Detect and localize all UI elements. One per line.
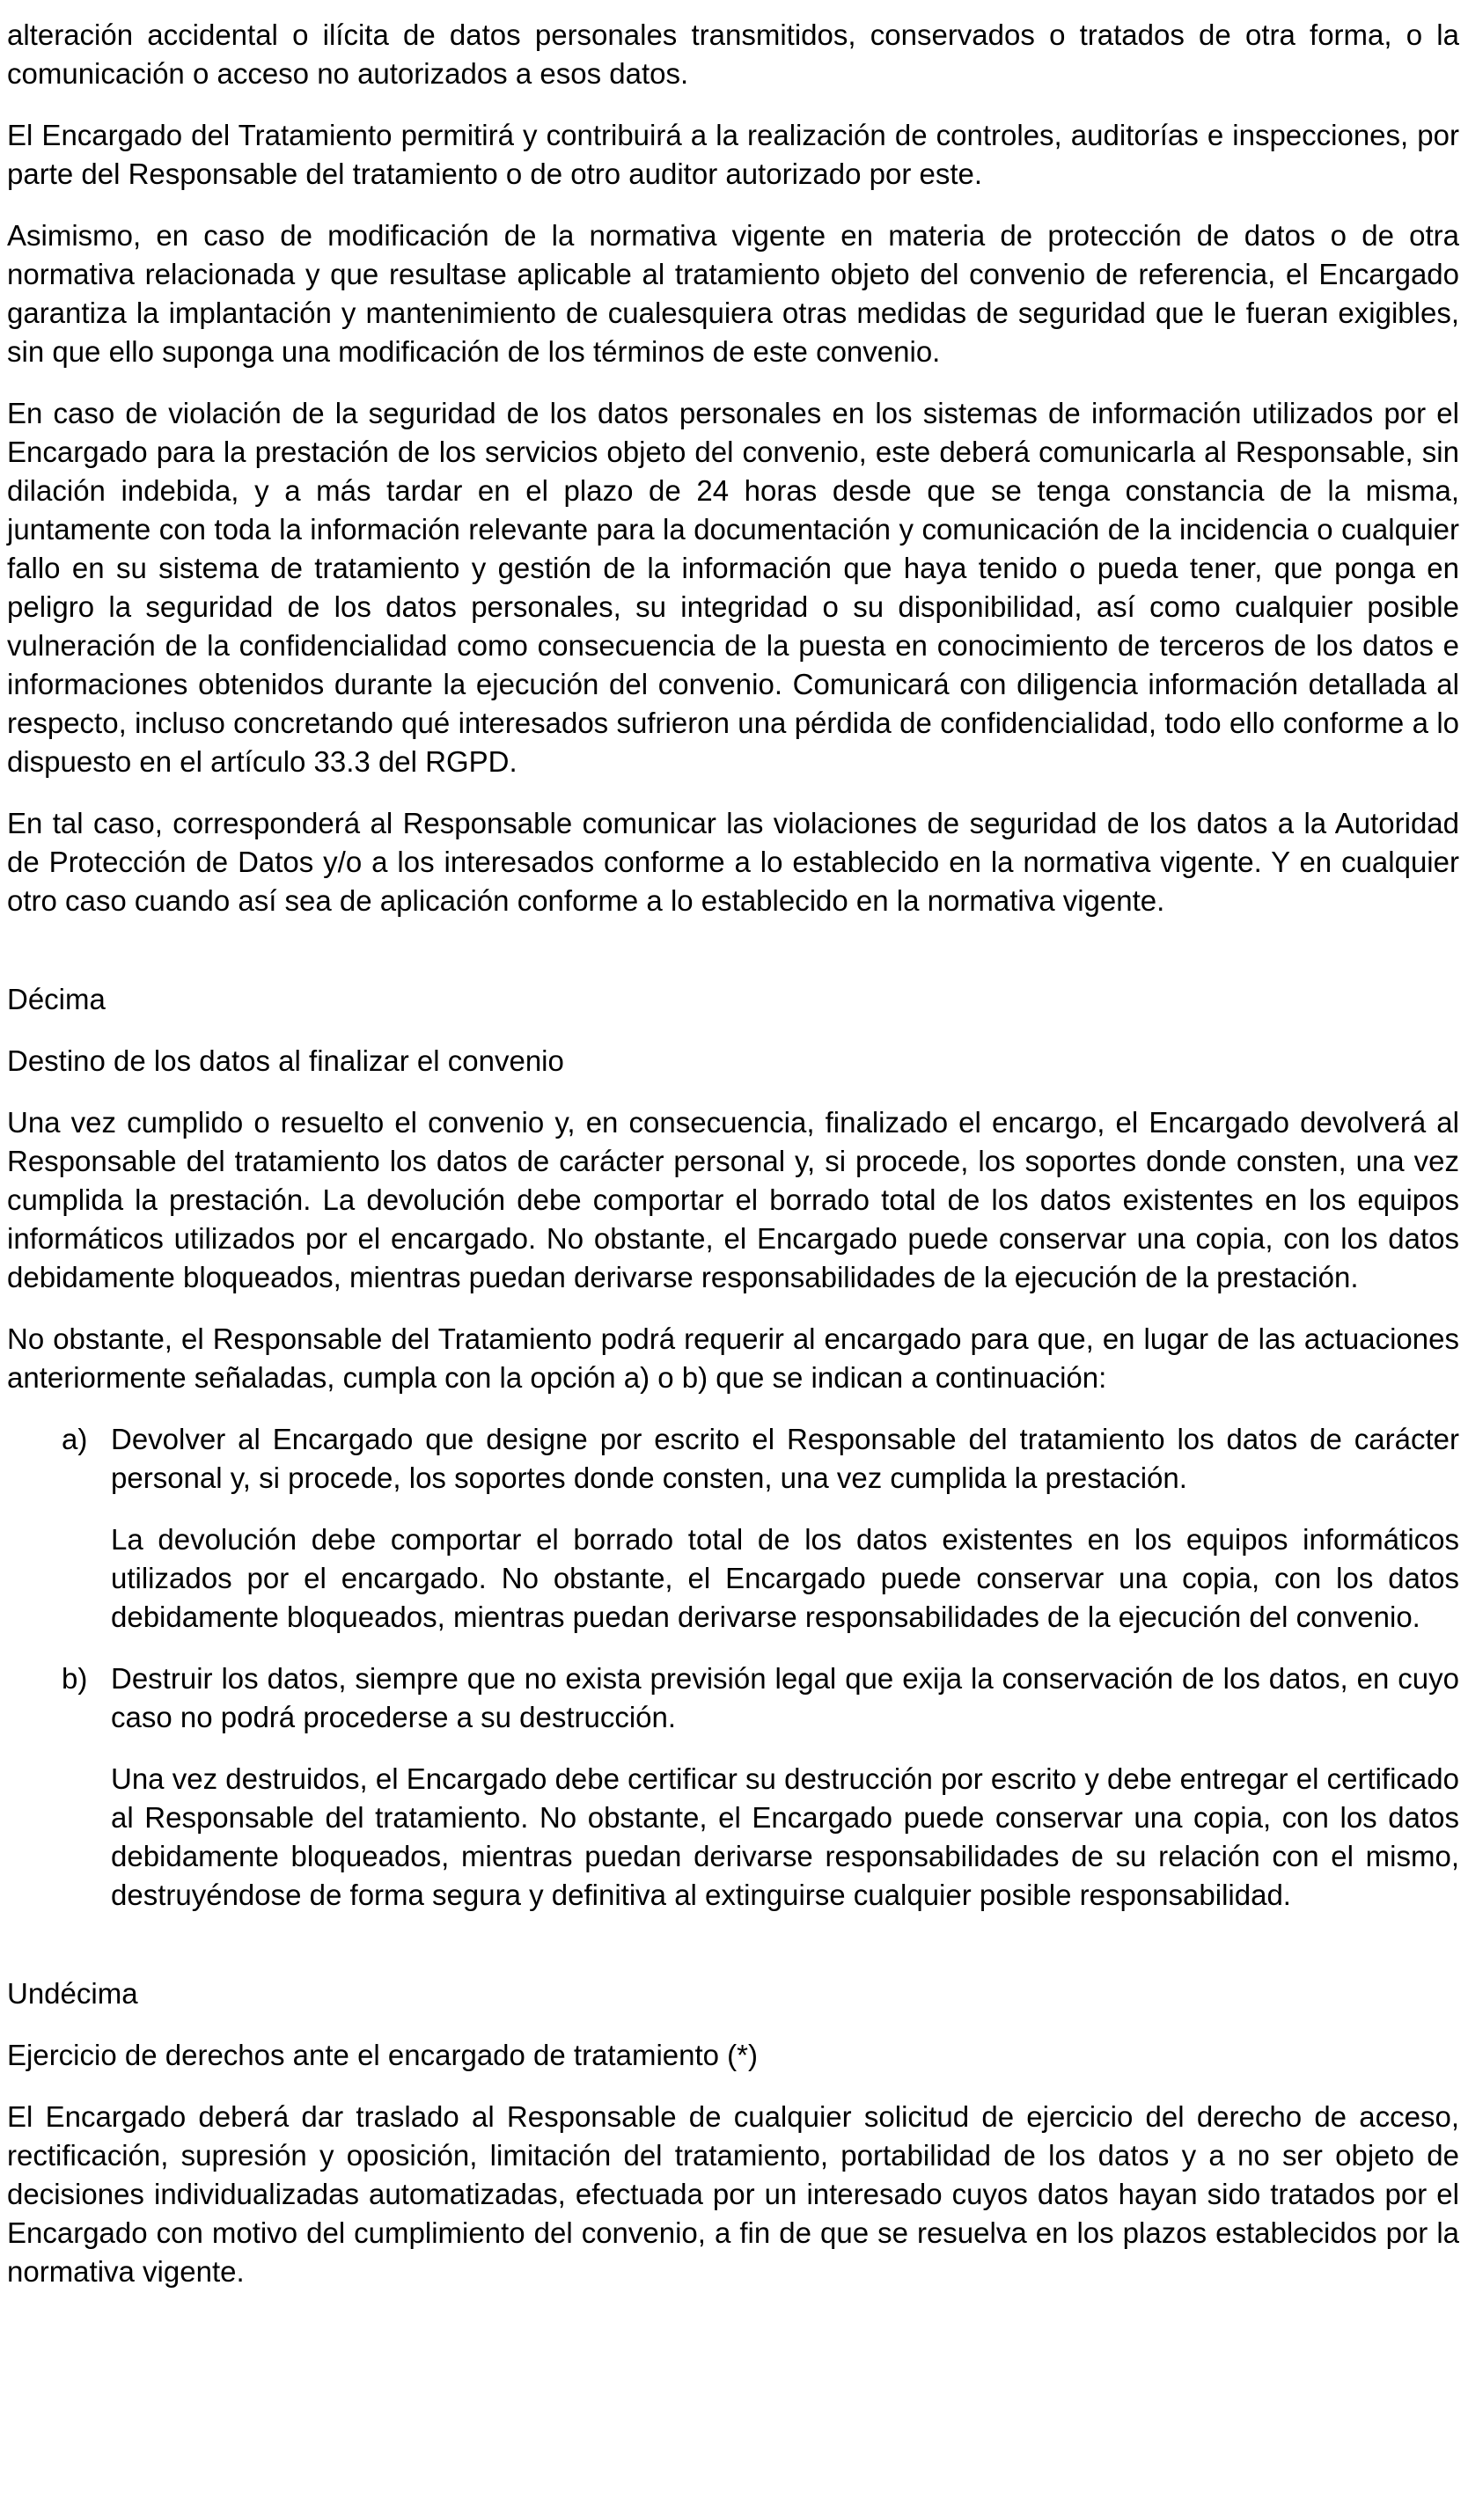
list-item-a-body: [111, 1420, 1459, 1637]
list-item-b-paragraph-1: Destruir los datos, siempre que no exista previsión legal que exija la conservación de los datos, en cuyo caso no podrá procederse a su destrucción.: [111, 1662, 1459, 1733]
list-marker-b: b): [62, 1662, 88, 1695]
clause-heading-decima: Décima: [7, 983, 106, 1015]
list-item-a: [7, 1420, 1459, 1637]
list-item-a-paragraph-2: La devolución debe comportar el borrado total de los datos existentes en los equipos informáticos utilizados por el encargado. No obstante, el Encargado puede conservar una copia, con los datos debidamente bloqueados, mientras puedan derivarse responsabilidades de la ejecución del convenio.: [111, 1523, 1459, 1633]
paragraph-devolucion-datos: Una vez cumplido o resuelto el convenio y, en consecuencia, finalizado el encargo, el Encargado devolverá al Responsable del tratamiento los datos de carácter personal y, si procede, los soportes donde consten, una vez cumplida la prestación. La devolución debe comportar el borrado total de los datos existentes en los equipos informáticos utilizados por el encargado. No obstante, el Encargado puede conservar una copia, con los datos debidamente bloqueados, mientras puedan derivarse responsabilidades de la ejecución de la prestación.: [7, 1106, 1459, 1293]
paragraph-alteracion-datos: alteración accidental o ilícita de datos personales transmitidos, conservados o tratados de otra forma, o la comunicación o acceso no autorizados a esos datos.: [7, 18, 1459, 90]
paragraph-traslado-solicitudes: El Encargado deberá dar traslado al Responsable de cualquier solicitud de ejercicio del derecho de acceso, rectificación, supresión y oposición, limitación del tratamiento, portabilidad de los datos y a no ser objeto de decisiones individualizadas automatizadas, efectuada por un interesado cuyos datos hayan sido tratados por el Encargado con motivo del cumplimiento del convenio, a fin de que se resuelva en los plazos establecidos por la normativa vigente.: [7, 2100, 1459, 2288]
list-marker-a: a): [62, 1423, 88, 1455]
paragraph-comunicacion-autoridad: En tal caso, corresponderá al Responsable comunicar las violaciones de seguridad de los datos a la Autoridad de Protección de Datos y/o a los interesados conforme a lo establecido en la normativa vigente. Y en cualquier otro caso cuando así sea de aplicación conforme a lo establecido en la normativa vigente.: [7, 807, 1459, 917]
paragraph-modificacion-normativa: Asimismo, en caso de modificación de la normativa vigente en materia de protección de datos o de otra normativa relacionada y que resultase aplicable al tratamiento objeto del convenio de referencia, el Encargado garantiza la implantación y mantenimiento de cualesquiera otras medidas de seguridad que le fueran exigibles, sin que ello suponga una modificación de los términos de este convenio.: [7, 219, 1459, 368]
clause-subheading-destino-datos: Destino de los datos al finalizar el convenio: [7, 1044, 564, 1077]
list-item-b-paragraph-2: Una vez destruidos, el Encargado debe certificar su destrucción por escrito y debe entregar el certificado al Responsable del tratamiento. No obstante, el Encargado puede conservar una copia, con los datos debidamente bloqueados, mientras puedan derivarse responsabilidades de su relación con el mismo, destruyéndose de forma segura y definitiva al extinguirse cualquier posible responsabilidad.: [111, 1762, 1459, 1911]
clause-heading-undecima: Undécima: [7, 1977, 138, 2010]
paragraph-violacion-seguridad: En caso de violación de la seguridad de los datos personales en los sistemas de información utilizados por el Encargado para la prestación de los servicios objeto del convenio, este deberá comunicarla al Responsable, sin dilación indebida, y a más tardar en el plazo de 24 horas desde que se tenga constancia de la misma, juntamente con toda la información relevante para la documentación y comunicación de la incidencia o cualquier fallo en su sistema de tratamiento y gestión de la información que haya tenido o pueda tener, que ponga en peligro la seguridad de los datos personales, su integridad o su disponibilidad, así como cualquier posible vulneración de la confidencialidad como consecuencia de la puesta en conocimiento de terceros de los datos e informaciones obtenidos durante la ejecución del convenio. Comunicará con diligencia información detallada al respecto, incluso concretando qué interesados sufrieron una pérdida de confidencialidad, todo ello conforme a lo dispuesto en el artículo 33.3 del RGPD.: [7, 397, 1459, 778]
list-item-b-body: [111, 1659, 1459, 1915]
clause-subheading-ejercicio-derechos: Ejercicio de derechos ante el encargado de tratamiento (*): [7, 2039, 758, 2071]
list-item-b: [7, 1659, 1459, 1915]
list-item-a-paragraph-1: Devolver al Encargado que designe por escrito el Responsable del tratamiento los datos de carácter personal y, si procede, los soportes donde consten, una vez cumplida la prestación.: [111, 1423, 1459, 1494]
paragraph-opciones-a-b: No obstante, el Responsable del Tratamiento podrá requerir al encargado para que, en lugar de las actuaciones anteriormente señaladas, cumpla con la opción a) o b) que se indican a continuación:: [7, 1322, 1459, 1394]
paragraph-controles-auditorias: El Encargado del Tratamiento permitirá y contribuirá a la realización de controles, auditorías e inspecciones, por parte del Responsable del tratamiento o de otro auditor autorizado por este.: [7, 119, 1459, 190]
